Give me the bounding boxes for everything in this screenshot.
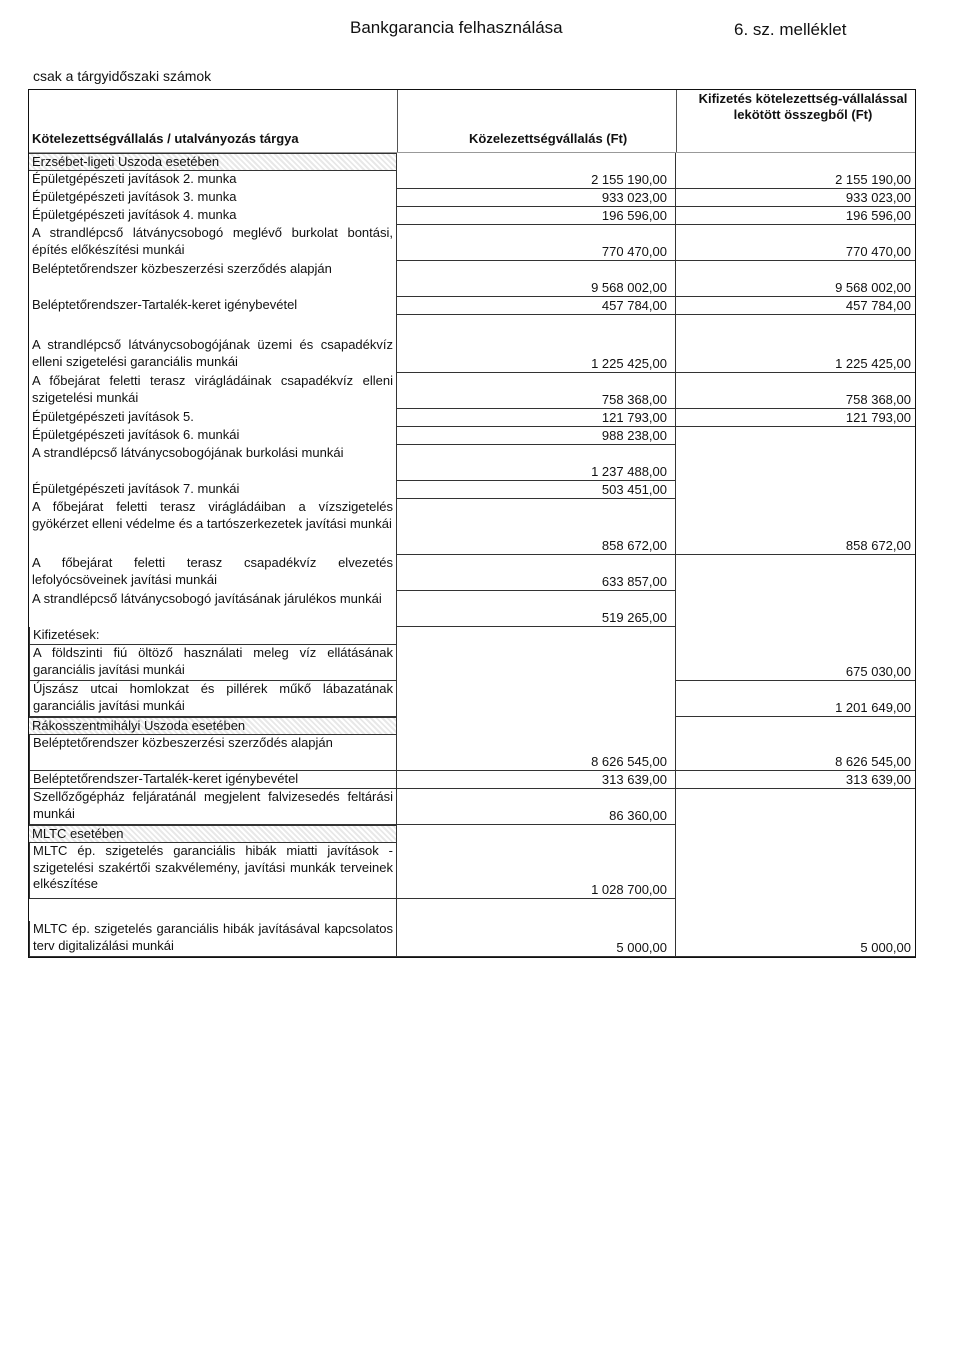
section-row xyxy=(29,825,915,843)
row-description: Épületgépészeti javítások 7. munkái xyxy=(29,481,397,499)
commitment-amount: 5 000,00 xyxy=(397,921,676,957)
table-row xyxy=(29,843,915,899)
commitment-amount: 313 639,00 xyxy=(397,771,676,789)
table-row xyxy=(29,645,915,681)
table-row xyxy=(29,591,915,627)
row-description: A strandlépcső látványcsobogó javításának járulékos munkái xyxy=(29,591,397,627)
payment-amount: 1 225 425,00 xyxy=(676,337,915,373)
table-row xyxy=(29,337,915,373)
row-description: Épületgépészeti javítások 4. munka xyxy=(29,207,397,225)
payment-amount xyxy=(676,899,915,921)
commitment-amount xyxy=(397,645,676,681)
table-row xyxy=(29,171,915,189)
column-divider xyxy=(397,90,398,152)
table-row xyxy=(29,409,915,427)
commitment-amount: 121 793,00 xyxy=(397,409,676,427)
payment-amount xyxy=(676,789,915,825)
commitment-amount xyxy=(397,717,676,735)
commitment-amount xyxy=(397,315,676,337)
commitment-amount xyxy=(397,153,676,171)
table-row xyxy=(29,555,915,591)
row-description: A strandlépcső látványcsobogójának üzemi és csapadékvíz elleni szigetelési garanciális munkái xyxy=(29,337,397,373)
commitment-amount: 988 238,00 xyxy=(397,427,676,445)
payment-amount: 858 672,00 xyxy=(676,499,915,555)
commitment-amount: 1 237 488,00 xyxy=(397,445,676,481)
section-title: MLTC esetében xyxy=(29,825,397,843)
commitment-amount: 196 596,00 xyxy=(397,207,676,225)
table-body xyxy=(29,153,915,957)
row-description: Épületgépészeti javítások 5. xyxy=(29,409,397,427)
section-row xyxy=(29,717,915,735)
payment-amount: 457 784,00 xyxy=(676,297,915,315)
payment-amount: 933 023,00 xyxy=(676,189,915,207)
row-description: Beléptetőrendszer-Tartalék-keret igénybevétel xyxy=(29,297,397,315)
row-description: A strandlépcső látványcsobogó meglévő burkolat bontási, építés előkészítési munkái xyxy=(29,225,397,261)
commitment-amount xyxy=(397,627,676,645)
payment-amount: 675 030,00 xyxy=(676,645,915,681)
payment-amount xyxy=(676,445,915,481)
commitment-amount: 1 225 425,00 xyxy=(397,337,676,373)
table-row xyxy=(29,225,915,261)
table-row xyxy=(29,261,915,297)
payment-amount: 5 000,00 xyxy=(676,921,915,957)
payment-amount: 1 201 649,00 xyxy=(676,681,915,717)
payment-amount xyxy=(676,843,915,899)
row-description: Beléptetőrendszer közbeszerzési szerződés alapján xyxy=(29,261,397,297)
payment-amount: 9 568 002,00 xyxy=(676,261,915,297)
row-description: A főbejárat feletti terasz virágládáiban a vízszigetelés gyökérzet elleni védelme és a tartószerkezetek javítási munkái xyxy=(29,499,397,555)
row-description: MLTC ép. szigetelés garanciális hibák miatti javítások - szigetelési szakértői szakvélemény, javítási munkák terveinek elkészítése xyxy=(29,843,397,899)
commitment-amount: 86 360,00 xyxy=(397,789,676,825)
table-header xyxy=(29,90,915,153)
commitment-amount: 9 568 002,00 xyxy=(397,261,676,297)
row-description xyxy=(29,899,397,921)
commitment-amount xyxy=(397,681,676,717)
row-description: Épületgépészeti javítások 3. munka xyxy=(29,189,397,207)
section-row xyxy=(29,153,915,171)
section-title: Erzsébet-ligeti Uszoda esetében xyxy=(29,153,397,171)
commitment-amount xyxy=(397,825,676,843)
row-description xyxy=(29,315,397,337)
row-description: A főbejárat feletti terasz virágládáinak csapadékvíz elleni szigetelési munkái xyxy=(29,373,397,409)
row-description: Szellőzőgépház feljáratánál megjelent falvizesedés feltárási munkái xyxy=(29,789,397,825)
column-header-commitment: Közelezettségvállalás (Ft) xyxy=(469,131,628,146)
commitment-amount: 2 155 190,00 xyxy=(397,171,676,189)
commitment-amount: 933 023,00 xyxy=(397,189,676,207)
table-row xyxy=(29,373,915,409)
row-description: A földszinti fiú öltöző használati meleg víz ellátásának garanciális javítási munkái xyxy=(29,645,397,681)
row-description: A főbejárat feletti terasz csapadékvíz elvezetés lefolyócsöveinek javítási munkái xyxy=(29,555,397,591)
commitment-amount: 503 451,00 xyxy=(397,481,676,499)
table-row xyxy=(29,445,915,481)
payment-amount xyxy=(676,825,915,843)
column-header-payment: Kifizetés kötelezettség-vállalással lekötött összegből (Ft) xyxy=(698,91,908,122)
table-row xyxy=(29,899,915,921)
payment-amount: 313 639,00 xyxy=(676,771,915,789)
commitment-amount: 858 672,00 xyxy=(397,499,676,555)
table-row xyxy=(29,207,915,225)
row-description: Épületgépészeti javítások 2. munka xyxy=(29,171,397,189)
annex-number: 6. sz. melléklet xyxy=(734,20,847,39)
table-row xyxy=(29,189,915,207)
row-description: Kifizetések: xyxy=(29,627,397,645)
row-description: Épületgépészeti javítások 6. munkái xyxy=(29,427,397,445)
row-description: Beléptetőrendszer-Tartalék-keret igénybevétel xyxy=(29,771,397,789)
table-row xyxy=(29,681,915,717)
row-description: Beléptetőrendszer közbeszerzési szerződés alapján xyxy=(29,735,397,771)
table-row xyxy=(29,499,915,555)
payment-amount xyxy=(676,717,915,735)
table-row xyxy=(29,921,915,957)
commitment-amount: 8 626 545,00 xyxy=(397,735,676,771)
table-row xyxy=(29,297,915,315)
column-divider xyxy=(676,90,677,152)
commitment-amount xyxy=(397,899,676,921)
table-row xyxy=(29,627,915,645)
commitment-amount: 519 265,00 xyxy=(397,591,676,627)
payment-amount: 2 155 190,00 xyxy=(676,171,915,189)
payment-amount xyxy=(676,315,915,337)
commitment-amount: 457 784,00 xyxy=(397,297,676,315)
payment-amount: 8 626 545,00 xyxy=(676,735,915,771)
payment-amount xyxy=(676,555,915,591)
commitment-amount: 770 470,00 xyxy=(397,225,676,261)
table-row xyxy=(29,315,915,337)
row-description: Újszász utcai homlokzat és pillérek műkő lábazatának garanciális javítási munkái xyxy=(29,681,397,717)
payment-amount xyxy=(676,627,915,645)
scope-note: csak a tárgyidőszaki számok xyxy=(33,68,212,84)
table-row xyxy=(29,789,915,825)
payment-amount xyxy=(676,481,915,499)
guarantee-table xyxy=(28,89,916,958)
document-title: Bankgarancia felhasználása xyxy=(350,18,563,37)
commitment-amount: 633 857,00 xyxy=(397,555,676,591)
table-row xyxy=(29,481,915,499)
section-title: Rákosszentmihályi Uszoda esetében xyxy=(29,717,397,735)
payment-amount: 770 470,00 xyxy=(676,225,915,261)
payment-amount xyxy=(676,427,915,445)
commitment-amount: 1 028 700,00 xyxy=(397,843,676,899)
table-row xyxy=(29,771,915,789)
payment-amount xyxy=(676,591,915,627)
payment-amount: 196 596,00 xyxy=(676,207,915,225)
payment-amount: 121 793,00 xyxy=(676,409,915,427)
payment-amount xyxy=(676,153,915,171)
commitment-amount: 758 368,00 xyxy=(397,373,676,409)
column-header-subject: Kötelezettségvállalás / utalványozás tárgya xyxy=(32,131,299,146)
table-row xyxy=(29,427,915,445)
row-description: A strandlépcső látványcsobogójának burkolási munkái xyxy=(29,445,397,481)
payment-amount: 758 368,00 xyxy=(676,373,915,409)
row-description: MLTC ép. szigetelés garanciális hibák javításával kapcsolatos terv digitalizálási munkái xyxy=(29,921,397,957)
table-row xyxy=(29,735,915,771)
